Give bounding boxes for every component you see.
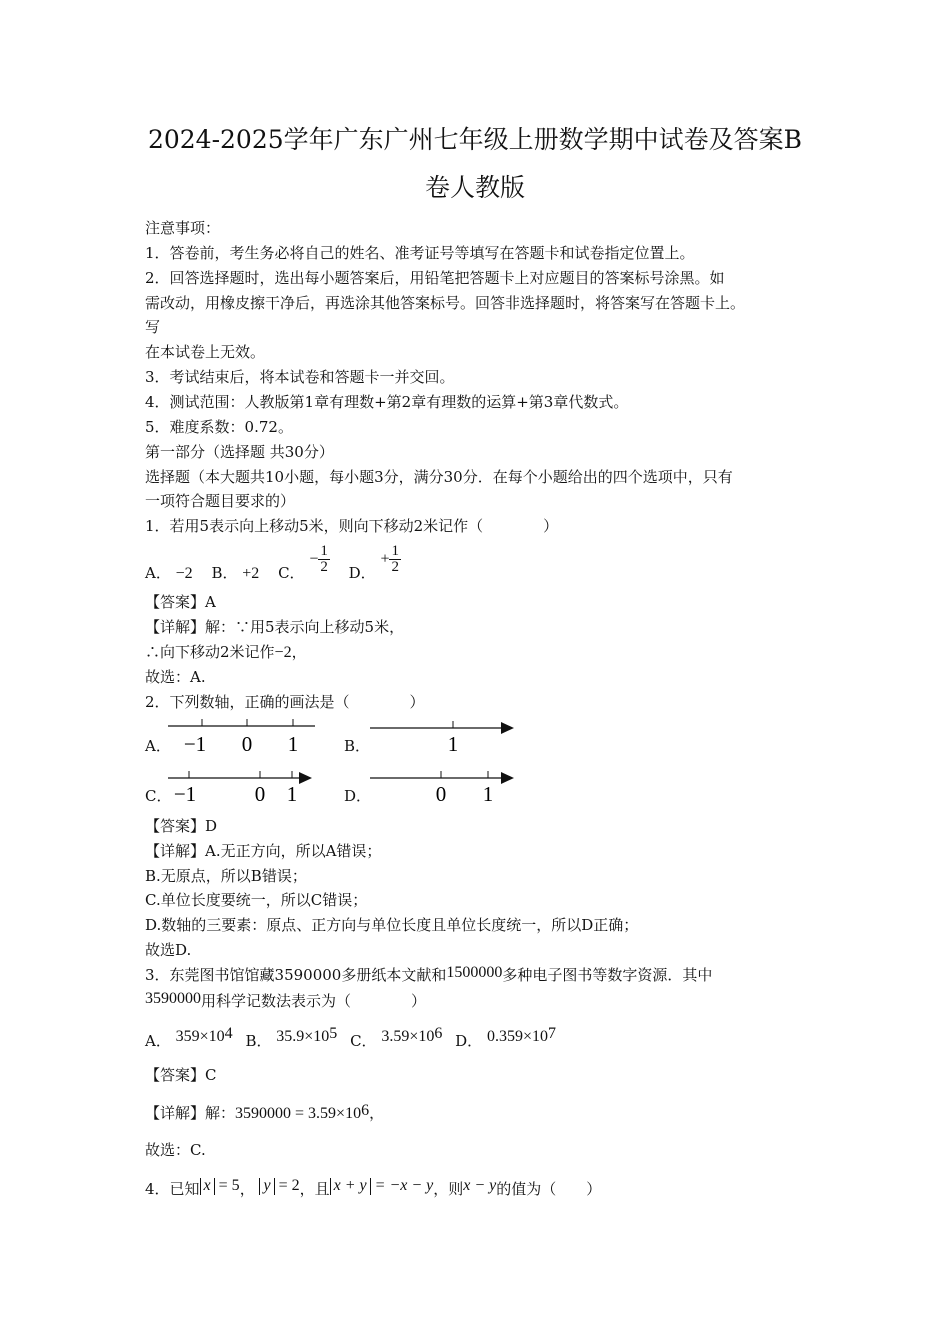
section-intro-line-2: 一项符合题目要求的） [145,492,296,510]
q1-option-a: A． −2 [145,563,193,582]
q2-explanation-2: B.无原点，所以B错误； [145,867,307,885]
q1-explanation-3: 故选：A. [145,668,206,686]
q1-option-c: C． − $\frac{1}{2}$ [278,543,328,582]
q3-option-d: D． $0.359\times 10^7$ [455,1025,556,1050]
q1-answer: 【答案】A [145,593,216,611]
q2-c-tick-label-1: −1 [173,782,197,806]
q2-option-d-label: D． [344,787,372,805]
q3-answer: 【答案】C [145,1066,217,1084]
q4-stem: 4．已知 x = 5， y = 2，且 x + y = −x − y，则x − y的值为（ ） [145,1177,602,1198]
q2-explanation-4: D.数轴的三要素：原点、正方向与单位长度且单位长度统一，所以D正确； [145,916,639,934]
q2-option-a-label: A． [145,737,171,755]
q2-number-line-d [368,765,518,807]
note-2-line-1: 2．回答选择题时，选出每小题答案后，用铅笔把答题卡上对应题目的答案标号涂黑。如 [145,269,725,287]
q1-explanation-2: ∴向下移动2米记作−2， [145,643,307,661]
q3-options [145,1025,556,1050]
q2-number-line-c [165,765,320,807]
q2-a-tick-label-1: −1 [183,732,207,756]
note-3: 3．考试结束后，将本试卷和答题卡一并交回。 [145,368,455,386]
q2-explanation-1: 【详解】A.无正方向，所以A错误； [145,842,382,860]
q1-stem: 1．若用5表示向上移动5米，则向下移动2米记作（ ） [145,517,559,535]
q3-explanation-1: 【详解】解：$3590000 = 3.59\times 10^6$， [145,1102,385,1122]
q1-option-d: D． + $\frac{1}{2}$ [348,543,399,582]
q2-answer: 【答案】D [145,817,218,835]
notes-heading: 注意事项： [145,219,221,237]
q2-stem: 2．下列数轴，正确的画法是（ ） [145,693,425,711]
q1-option-b: B． +2 [211,563,260,582]
q4-expression: x − y [463,1177,497,1194]
q3-option-b: B． $35.9\times 10^5$ [245,1025,338,1050]
q2-number-line-b [368,715,518,757]
q2-explanation-3: C.单位长度要统一，所以C错误； [145,891,368,909]
page-title-line-2: 卷人教版 [424,173,525,202]
q2-d-tick-label-1: 0 [435,782,447,806]
q4-abs-x: x [200,1178,215,1195]
q2-number-line-a [165,715,320,757]
q2-c-tick-label-3: 1 [286,782,298,806]
q2-b-tick-label-1: 1 [447,732,459,756]
q2-option-c-label: C． [145,787,172,805]
q2-explanation-5: 故选D. [145,941,192,959]
q1-fraction-d: $\frac{1}{2}$ [391,543,399,575]
q1-explanation-1: 【详解】解：∵用5表示向上移动5米， [145,618,405,636]
q3-stem-line-1: 3．东莞图书馆馆藏3590000多册纸本文献和1500000多种电子图书等数字资源．其中 [145,964,713,984]
q4-abs-y: y [259,1178,274,1195]
q1-options [145,543,401,582]
q2-option-b-label: B． [344,737,371,755]
q2-c-arrowhead [299,772,312,784]
section-intro-line-1: 选择题（本大题共10小题，每小题3分，满分30分．在每个小题给出的四个选项中，只有 [145,468,733,486]
q2-a-tick-label-3: 1 [287,732,299,756]
note-2-line-3: 写 [145,318,161,336]
part-one-heading: 第一部分（选择题 共30分） [145,443,334,461]
q3-explanation-2: 故选：C. [145,1141,206,1159]
q2-a-tick-label-2: 0 [241,732,253,756]
q3-option-a: A． $359\times 10^4$ [145,1025,233,1050]
note-1: 1．答卷前，考生务必将自己的姓名、准考证号等填写在答题卡和试卷指定位置上。 [145,244,695,262]
note-2-line-4: 在本试卷上无效。 [145,343,266,361]
page-title-line-1: 2024-2025学年广东广州七年级上册数学期中试卷及答案B [147,125,803,154]
q3-option-c: C． $3.59\times 10^6$ [350,1025,443,1050]
q4-abs-x-plus-y: x + y [330,1178,371,1195]
note-5: 5．难度系数：0.72。 [145,418,293,436]
note-4: 4．测试范围：人教版第1章有理数+第2章有理数的运算+第3章代数式。 [145,393,629,411]
q1-fraction-c: $\frac{1}{2}$ [320,543,328,575]
note-2-line-2: 需改动，用橡皮擦干净后，再选涂其他答案标号。回答非选择题时，将答案写在答题卡上。 [145,294,746,312]
q2-b-arrowhead [501,722,514,734]
q3-stem-line-2: 3590000用科学记数法表示为（ ） [145,990,427,1010]
q2-d-tick-label-2: 1 [482,782,494,806]
q2-d-arrowhead [501,772,514,784]
q2-c-tick-label-2: 0 [254,782,266,806]
